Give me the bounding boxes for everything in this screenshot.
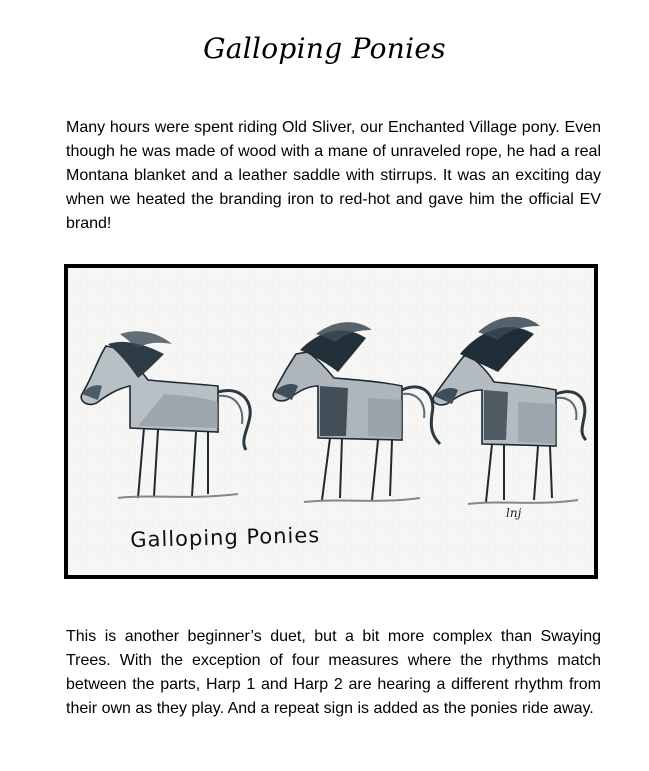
intro-paragraph: Many hours were spent riding Old Sliver, our Enchanted Village pony. Even though he was made of wood with a mane of unraveled rope, he had a real Montana blanket and a leather saddle with stirrups. It was an exciting day when we heated the branding iron to red-hot and gave him the official EV brand!	[66, 119, 601, 232]
artwork-caption: Galloping Ponies	[130, 523, 321, 552]
artist-signature: lnj	[506, 506, 522, 520]
artwork-frame	[64, 264, 598, 579]
page-title: Galloping Ponies	[203, 32, 446, 65]
closing-paragraph: This is another beginner’s duet, but a bit more complex than Swaying Trees. With the exception of four measures where the rhythms match between the parts, Harp 1 and Harp 2 are hearing a different rhythm from their own as they play. And a repeat sign is added as the ponies ride away.	[66, 628, 601, 717]
